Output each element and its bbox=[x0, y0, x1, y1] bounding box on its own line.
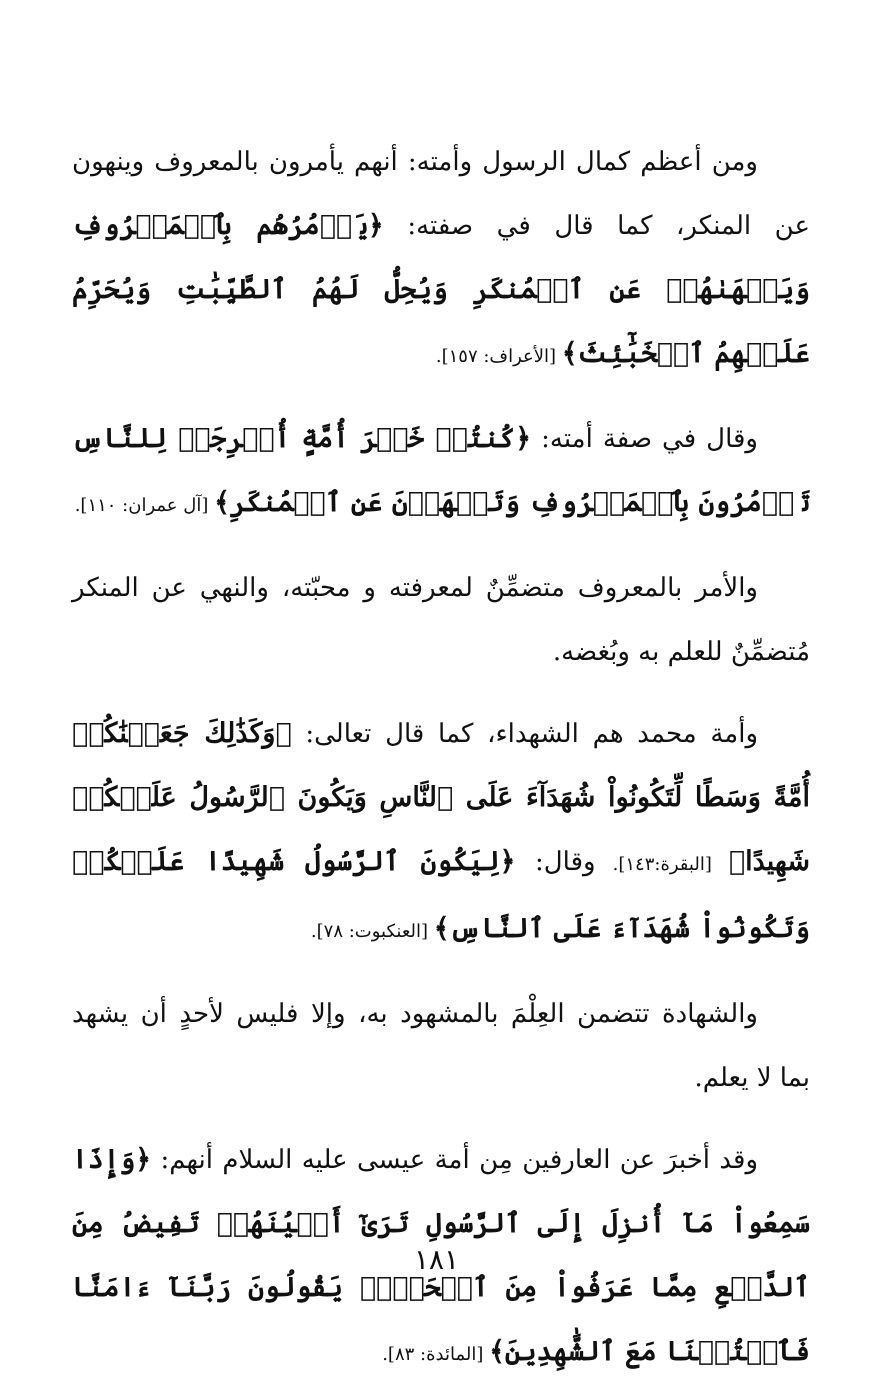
text-segment: وقد أخبرَ عن العارفين مِن أمة عيسى عليه السلام أنهم: bbox=[151, 1145, 758, 1175]
text-segment: وأمة محمد هم الشهداء، كما قال تعالى: bbox=[291, 719, 759, 749]
paragraph-2 bbox=[72, 407, 810, 538]
quran-verse: ﴿وَإِذَا سَمِعُواْ مَآ أُنزِلَ إِلَى ٱلرَّسُولِ تَرَىٰٓ أَعۡيُنَهُمۡ تَفِيضُ مِنَ ٱلدَّمۡعِ مِمَّا عَرَفُواْ مِنَ ٱلۡحَقِّۖ يَقُولُونَ رَبَّنَآ ءَامَنَّا فَٱكۡتُبۡنَا مَعَ ٱلشَّٰهِدِينَ﴾ bbox=[72, 1144, 810, 1367]
text-segment: وقال في صفة أمته: bbox=[531, 424, 758, 454]
page-number: ١٨١ bbox=[413, 1243, 460, 1276]
quran-verse: ﴿يَأۡمُرُهُم بِٱلۡمَعۡرُوفِ وَيَنۡهَىٰهُمۡ عَنِ ٱلۡمُنكَرِ وَيُحِلُّ لَهُمُ ٱلطَّيِّبَٰتِ وَيُحَرِّمُ عَلَيۡهِمُ ٱلۡخَبَٰٓئِثَ﴾ bbox=[72, 210, 810, 369]
quran-verse: ﴿لِيَكُونَ ٱلرَّسُولُ شَهِيدًا عَلَيۡكُمۡ وَتَكُونُواْ شُهَدَآءَ عَلَى ٱلنَّاسِ﴾ bbox=[72, 846, 810, 944]
verse-reference: [العنكبوت: ٧٨]. bbox=[310, 921, 434, 942]
text-segment: والأمر بالمعروف متضمِّنٌ لمعرفته و محبّته، والنهي عن المنكر مُتضمِّنٌ للعلم به وبُغضه. bbox=[72, 573, 810, 667]
verse-reference: [آل عمران: ١١٠]. bbox=[74, 495, 215, 516]
verse-reference: [المائدة: ٨٣]. bbox=[382, 1344, 490, 1365]
text-segment: والشهادة تتضمن العِلْمَ بالمشهود به، وإلا فليس لأحدٍ أن يشهد بما لا يعلم. bbox=[72, 999, 810, 1093]
text-segment: وقال: bbox=[515, 847, 596, 877]
text-segment: ومن أعظم كمال الرسول وأمته: أنهم يأمرون بالمعروف وينهون عن المنكر، كما قال في صفته: bbox=[72, 147, 810, 241]
paragraph-3 bbox=[72, 556, 810, 684]
verse-reference: [الأعراف: ١٥٧]. bbox=[435, 346, 562, 367]
page-body bbox=[72, 130, 810, 1367]
quran-verse: ﴿وَكَذَٰلِكَ جَعَلۡنَٰكُمۡ أُمَّةً وَسَطًا لِّتَكُونُواْ شُهَدَآءَ عَلَى ٱلنَّاسِ وَيَكُونَ ٱلرَّسُولُ عَلَيۡكُمۡ شَهِيدًا﴾ bbox=[72, 718, 810, 877]
verse-reference: [البقرة:١٤٣]. bbox=[595, 854, 729, 875]
paragraph-1 bbox=[72, 130, 810, 389]
paragraph-5 bbox=[72, 982, 810, 1110]
quran-verse: ﴿كُنتُمۡ خَيۡرَ أُمَّةٍ أُخۡرِجَتۡ لِلنَّاسِ تَأۡمُرُونَ بِٱلۡمَعۡرُوفِ وَتَنۡهَوۡنَ عَنِ ٱلۡمُنكَرِ﴾ bbox=[72, 423, 810, 518]
paragraph-4 bbox=[72, 702, 810, 964]
